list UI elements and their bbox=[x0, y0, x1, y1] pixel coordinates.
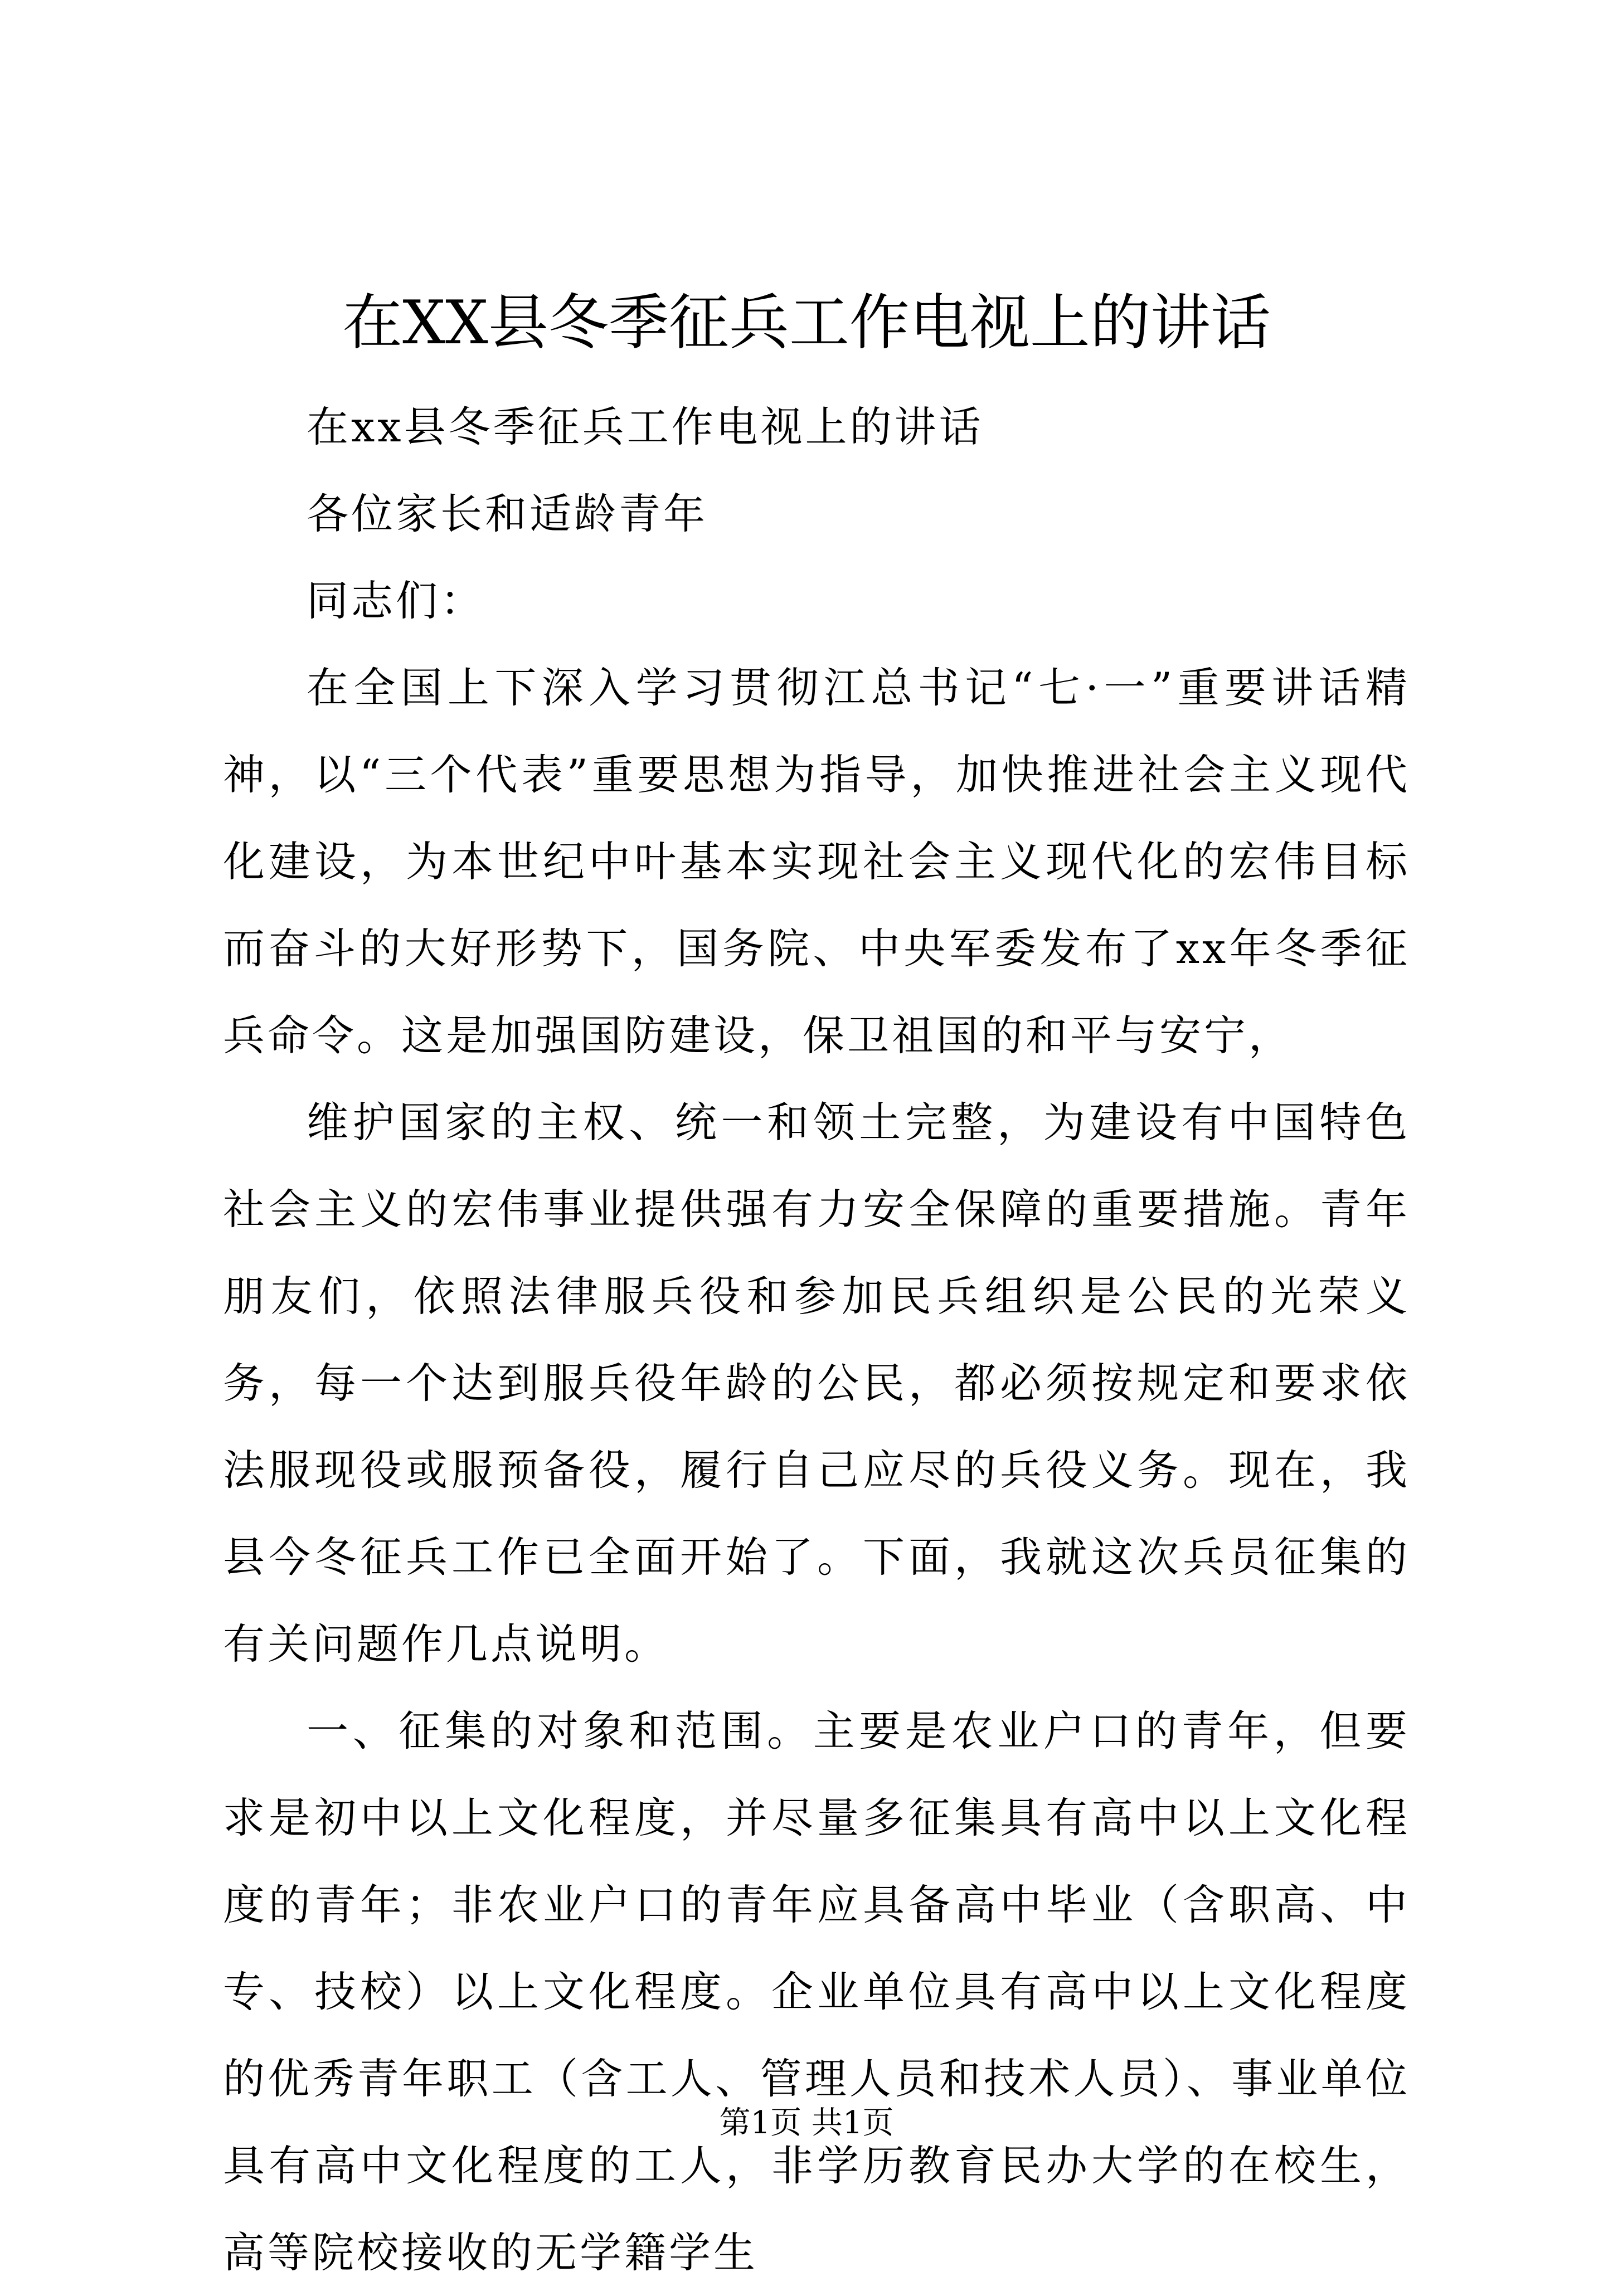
body-paragraph: 维护国家的主权、统一和领土完整，为建设有中国特色社会主义的宏伟事业提供强有力安全保障的重要措施。青年朋友们，依照法律服兵役和参加民兵组织是公民的光荣义务，每一个达到服兵役年龄的公民，都必须按规定和要求依法服现役或服预备役，履行自己应尽的兵役义务。现在，我县今冬征兵工作已全面开始了。下面，我就这次兵员征集的有关问题作几点说明。 bbox=[223, 1098, 1410, 1669]
document-body bbox=[223, 383, 1410, 2296]
subtitle-paragraph: 在xx县冬季征兵工作电视上的讲话 bbox=[307, 402, 984, 451]
page-footer: 第1页 共1页 bbox=[719, 2105, 894, 2141]
document-title: 在XX县冬季征兵工作电视上的讲话 bbox=[342, 288, 1271, 358]
salutation-paragraph: 各位家长和适龄青年 bbox=[307, 489, 708, 538]
salutation-paragraph: 同志们： bbox=[307, 576, 485, 625]
body-paragraph: 一、征集的对象和范围。主要是农业户口的青年，但要求是初中以上文化程度，并尽量多征集具有高中以上文化程度的青年；非农业户口的青年应具备高中毕业（含职高、中专、技校）以上文化程度。企业单位具有高中以上文化程度的优秀青年职工（含工人、管理人员和技术人员）、事业单位具有高中文化程度的工人，非学历教育民办大学的在校生，高等院校接收的无学籍学生 bbox=[223, 1706, 1410, 2277]
body-paragraph: 在全国上下深入学习贯彻江总书记“七·一”重要讲话精神，以“三个代表”重要思想为指导，加快推进社会主义现代化建设，为本世纪中叶基本实现社会主义现代化的宏伟目标而奋斗的大好形势下，国务院、中央军委发布了xx年冬季征兵命令。这是加强国防建设，保卫祖国的和平与安宁， bbox=[223, 663, 1410, 1060]
